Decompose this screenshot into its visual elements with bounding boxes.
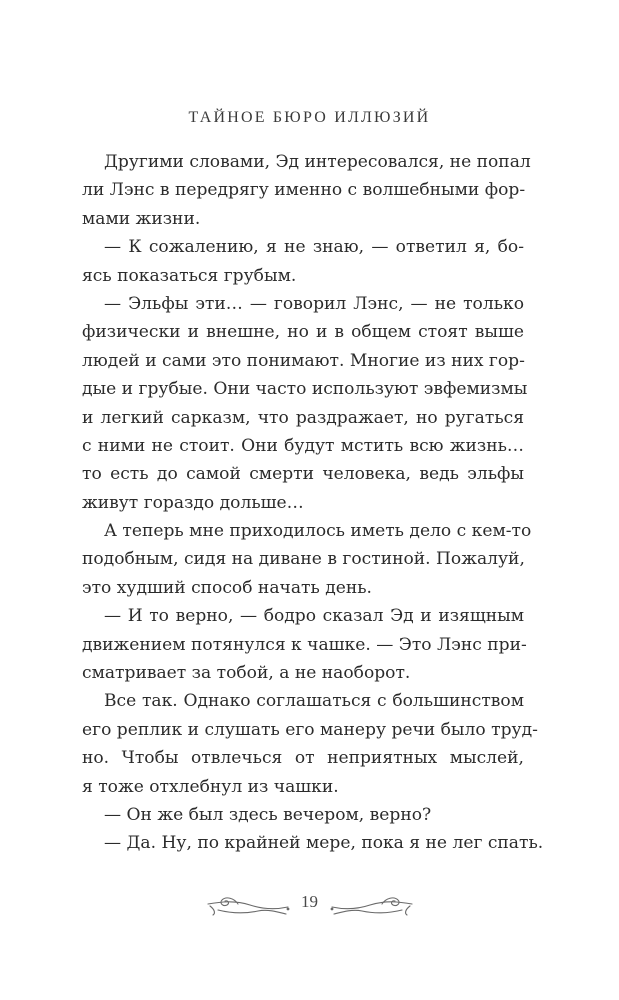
text-line: ли Лэнс в передрягу именно с волшебными фор- [82,180,526,201]
text-line: с ними не стоит. Они будут мстить всю жизнь… [82,435,524,456]
text-line: я тоже отхлебнул из чашки. [82,776,339,797]
text-line: Все так. Однако соглашаться с большинством [104,691,524,712]
text-line: — Да. Ну, по крайней мере, пока я не лег спать. [104,833,544,854]
text-line: дые и грубые. Они часто используют эвфемизмы [82,379,528,400]
text-line: А теперь мне приходилось иметь дело с кем-то [104,521,532,542]
text-line: — К сожалению, я не знаю, — ответил я, бо- [104,237,524,258]
text-line: — Эльфы эти… — говорил Лэнс, — не только [104,293,524,314]
text-line: людей и сами это понимают. Многие из них гор- [82,350,525,371]
text-line: ясь показаться грубым. [82,265,297,286]
text-line: живут гораздо дольше… [82,492,304,513]
page-number: 19 [301,892,318,911]
text-line: его реплик и слушать его манеру речи было труд- [82,719,538,740]
text-line: мами жизни. [82,208,201,229]
text-line: — И то верно, — бодро сказал Эд и изящным [104,606,524,627]
text-line: — Он же был здесь вечером, верно? [104,804,432,825]
text-line: сматривает за тобой, а не наоборот. [82,663,411,684]
right-flourish-ornament [326,890,416,920]
running-head: ТАЙНОЕ БЮРО ИЛЛЮЗИЙ [188,109,431,126]
text-line: движением потянулся к чашке. — Это Лэнс при- [82,634,527,655]
text-line: но. Чтобы отвлечься от неприятных мыслей, [82,748,524,769]
text-line: подобным, сидя на диване в гостиной. Пожалуй, [82,549,525,570]
text-line: Другими словами, Эд интересовался, не попал [104,152,531,172]
text-line: то есть до самой смерти человека, ведь эльфы [82,464,524,485]
page-footer [0,888,619,922]
text-line: и легкий сарказм, что раздражает, но ругаться [82,407,524,428]
text-line: физически и внешне, но и в общем стоят выше [82,322,524,343]
text-line: это худший способ начать день. [82,577,372,598]
body-text [82,148,544,858]
